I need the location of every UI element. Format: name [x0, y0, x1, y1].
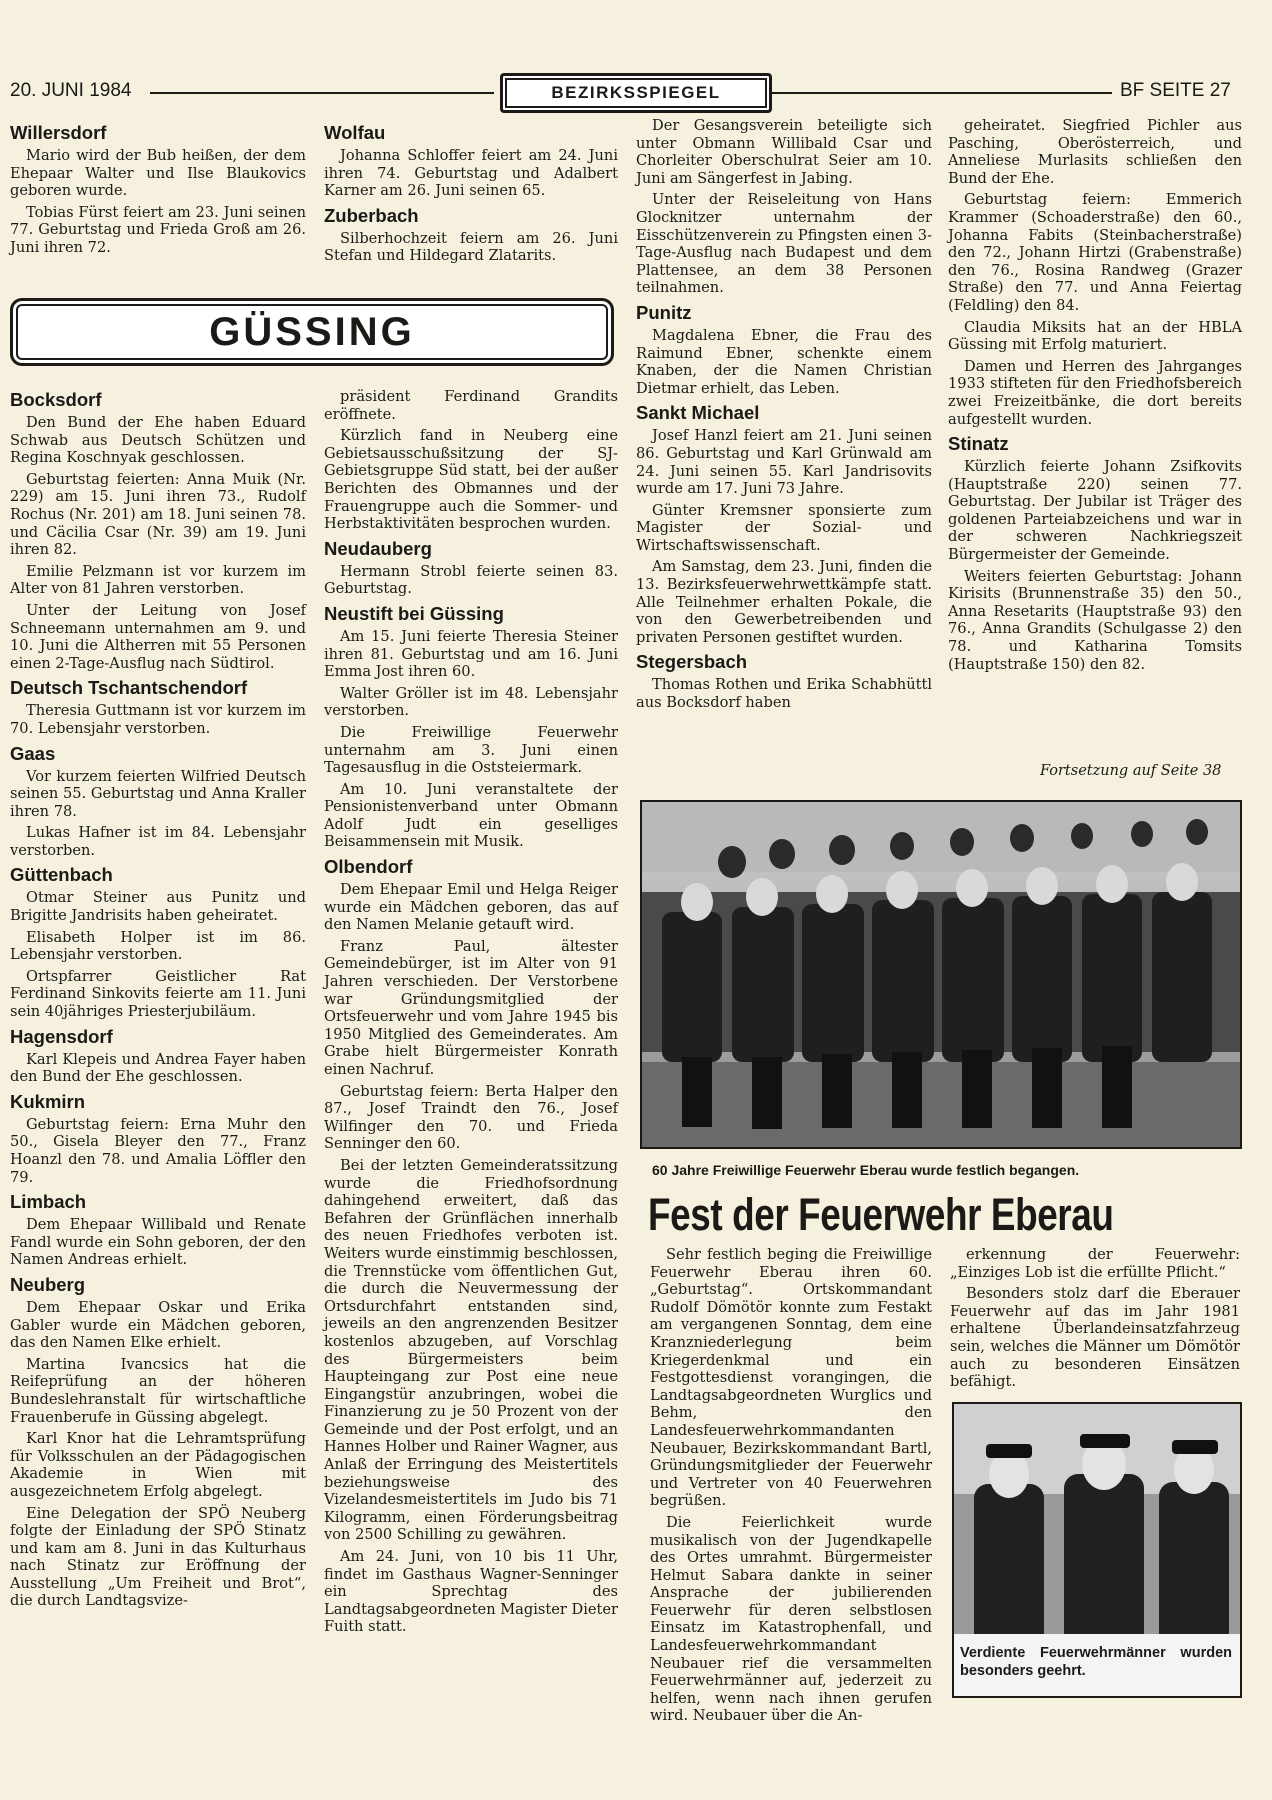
article-column-left [650, 1246, 932, 1729]
photo2-caption: Verdiente Feuerwehrmänner wurden besonders geehrt. [960, 1645, 1232, 1679]
news-paragraph: Kürzlich feierte Johann Zsifkovits (Hauptstraße 220) seinen 77. Geburtstag. Der Jubilar ist Träger des goldenen Parteiabzeichens und war in der schweren Nachkriegszeit Bürgermeister der Gemeinde. [948, 458, 1242, 564]
town-heading: Deutsch Tschantschendorf [10, 677, 248, 699]
news-paragraph: Martina Ivancsics hat die Reifeprüfung an der höheren Bundeslehranstalt für wirtschaftliche Frauenberufe in Güssing abgelegt. [10, 1355, 306, 1426]
town-heading: Gaas [10, 742, 56, 764]
news-paragraph: Damen und Herren des Jahrganges 1933 stifteten für den Friedhofsbereich zwei Freizeitbänke, die dort bereits aufgestellt wurden. [948, 357, 1242, 428]
article-headline: Fest der Feuerwehr Eberau [648, 1189, 1114, 1240]
article-paragraph: erkennung der Feuerwehr: „Einziges Lob ist die erfüllte Pflicht.“ [950, 1246, 1240, 1281]
news-paragraph: Weiters feierten Geburtstag: Johann Kirisits (Brunnenstraße 35) den 50., Anna Resetarits (Hauptstraße 93) den 76., Anna Grandits (Schulgasse 2) den 78. und Katharina Tomsits (Hauptstraße 150) den 82. [948, 567, 1242, 673]
ceremony-photo-image [642, 802, 1240, 1147]
news-paragraph: Geburtstag feiern: Berta Halper den 87., Josef Traindt den 76., Josef Wilfinger den 70. und Frieda Senninger den 60. [324, 1082, 618, 1153]
top-column-2 [324, 117, 618, 269]
news-paragraph: Den Bund der Ehe haben Eduard Schwab aus Deutsch Schützen und Regina Koschnyak geschlossen. [10, 414, 306, 467]
news-paragraph: Franz Paul, ältester Gemeindebürger, ist im Alter von 91 Jahren verschieden. Der Verstorbene war Gründungsmitglied der Ortsfeuerwehr und vom Jahre 1945 bis 1950 Mitglied des Gemeinderates. Am Grabe hielt Bürgermeister Konrath einen Nachruf. [324, 937, 618, 1078]
news-paragraph: Dem Ehepaar Oskar und Erika Gabler wurde ein Mädchen geboren, das den Namen Elke erhielt. [10, 1298, 306, 1352]
continuation-note: Fortsetzung auf Seite 38 [1040, 763, 1222, 779]
news-paragraph: Günter Kremsner sponsierte zum Magister der Sozial- und Wirtschaftswissenschaft. [636, 501, 932, 554]
news-paragraph: Hermann Strobl feierte seinen 83. Geburtstag. [324, 562, 618, 598]
news-paragraph: Lukas Hafner ist im 84. Lebensjahr verstorben. [10, 824, 306, 859]
ceremony-photo [640, 800, 1242, 1149]
news-paragraph: Dem Ehepaar Emil und Helga Reiger wurde ein Mädchen geboren, das auf den Namen Melanie getauft wird. [324, 881, 618, 934]
town-heading: Punitz [636, 301, 692, 323]
news-paragraph: Magdalena Ebner, die Frau des Raimund Ebner, schenkte einem Knaben, der die Namen Christian Dietmar erhielt, das Leben. [636, 326, 932, 397]
news-paragraph: Johanna Schloffer feiert am 24. Juni ihren 74. Geburtstag und Adalbert Karner am 26. Juni seinen 65. [324, 147, 618, 200]
news-paragraph: Elisabeth Holper ist im 86. Lebensjahr verstorben. [10, 928, 306, 964]
news-paragraph: Geburtstag feierten: Anna Muik (Nr. 229) am 15. Juni ihren 73., Rudolf Rochus (Nr. 201) am 18. Juni seinen 78. und Cäcilia Csar (Nr. 39) am 19. Juni ihren 82. [10, 470, 306, 559]
column-3 [636, 117, 932, 716]
section-label-text: BEZIRKSSPIEGEL [551, 83, 721, 102]
news-paragraph: Theresia Guttmann ist vor kurzem im 70. Lebensjahr verstorben. [10, 702, 306, 737]
news-paragraph: Karl Knor hat die Lehramtsprüfung für Volksschulen an der Pädagogischen Akademie in Wien mit ausgezeichnetem Erfolg abgelegt. [10, 1430, 306, 1500]
column-1 [10, 384, 306, 1614]
news-paragraph: Josef Hanzl feiert am 21. Juni seinen 86. Geburtstag und Karl Grünwald am 24. Juni seinen 55. Karl Jandrisovits wurde am 17. Juni 73 Jahre. [636, 427, 932, 498]
article-paragraph: Die Feierlichkeit wurde musikalisch von der Jugendkapelle des Ortes umrahmt. Bürgermeister Helmut Sabara dankte in seiner Ansprache der jubilierenden Feuerwehr für deren selbstlosen Einsatz im Katastrophenfall, und Landesfeuerwehrkommandant Neubauer rief die versammelten Feuerwehrmänner auf, jederzeit zu helfen, wenn nach ihnen gerufen wird. Neubauer über die An- [650, 1513, 932, 1725]
top-column-1 [10, 117, 306, 261]
article-paragraph: Sehr festlich beging die Freiwillige Feuerwehr Eberau ihren 60. „Geburtstag“. Ortskommandant Rudolf Dömötör konnte zum Festakt am vergangenen Sonntag, dem eine Kranzniederlegung beim Kriegerdenkmal und ein Festgottesdienst vorangingen, die Landtagsabgeordneten Wurglics und Behm, den Landesfeuerwehrkommandanten Neubauer, Bezirkskommandant Bartl, Gründungsmitglieder der Feuerwehr und Vertreter von 40 Feuerwehren begrüßen. [650, 1246, 932, 1510]
news-paragraph: präsident Ferdinand Grandits eröffnete. [324, 388, 618, 423]
news-paragraph: geheiratet. Siegfried Pichler aus Pasching, Oberösterreich, und Anneliese Murlasits schließen den Bund der Ehe. [948, 117, 1242, 187]
town-heading: Neustift bei Güssing [324, 602, 504, 624]
news-paragraph: Mario wird der Bub heißen, der dem Ehepaar Walter und Ilse Blaukovics geboren wurde. [10, 147, 306, 200]
town-heading: Wolfau [324, 122, 386, 143]
column-4 [948, 117, 1242, 677]
town-heading: Hagensdorf [10, 1025, 113, 1047]
news-paragraph: Am Samstag, dem 23. Juni, finden die 13. Bezirksfeuerwehrwettkämpfe statt. Alle Teilnehmer erhalten Pokale, die von den Gewerbetreibenden und privaten Personen gestiftet wurden. [636, 558, 932, 646]
news-paragraph: Vor kurzem feierten Wilfried Deutsch seinen 55. Geburtstag und Anna Kraller ihren 78. [10, 767, 306, 820]
article-paragraph: Besonders stolz darf die Eberauer Feuerwehr auf das im Jahr 1981 erhaltene Überlandeinsatzfahrzeug sein, welches die Männer um Dömötör auch zu besonderen Einsätzen befähigt. [950, 1285, 1240, 1391]
news-paragraph: Am 24. Juni, von 10 bis 11 Uhr, findet im Gasthaus Wagner-Senninger ein Sprechtag des Landtagsabgeordneten Magister Dieter Fuith statt. [324, 1548, 618, 1636]
news-paragraph: Am 15. Juni feierte Theresia Steiner ihren 81. Geburtstag und am 16. Juni Emma Jost ihren 60. [324, 627, 618, 681]
news-paragraph: Unter der Reiseleitung von Hans Glocknitzer unternahm der Eisschützenverein zu Pfingsten einen 3-Tage-Ausflug nach Budapest und dem Plattensee, an dem 38 Personen teilnahmen. [636, 191, 932, 297]
news-paragraph: Otmar Steiner aus Punitz und Brigitte Jandrisits haben geheiratet. [10, 889, 306, 925]
news-paragraph: Thomas Rothen und Erika Schabhüttl aus Bocksdorf haben [636, 676, 932, 712]
news-paragraph: Geburtstag feiern: Emmerich Krammer (Schoaderstraße) den 60., Johanna Fabits (Steinbacherstraße) den 72., Johann Hirtzi (Grabenstraße) den 76., Rosina Randweg (Grazer Straße) den 77. und Anna Feiertag (Feldling) den 84. [948, 191, 1242, 314]
town-heading: Bocksdorf [10, 389, 102, 410]
region-banner-text: GÜSSING [209, 310, 415, 354]
news-paragraph: Bei der letzten Gemeinderatssitzung wurde die Friedhofsordnung dahingehend erweitert, daß das Befahren der Grünflächen innerhalb des neuen Friedhofes verboten ist. Weiters wurde einstimmig beschlossen, die Trennstücke vom öffentlichen Gut, die durch die Neuvermessung der Ortsdurchfahrt entstanden sind, jeweils an den angrenzenden Besitzer kostenlos abzugeben, auf Vorschlag des Bürgermeisters beim Haupteingang zur Post eine neue Eingangstür anzubringen, wobei die Finanzierung zu je 50 Prozent von der Gemeinde und der Post erfolgt, und an Hannes Holber und Rainer Wagner, aus Anlaß der Erringung des Meistertitels beziehungsweise des Vizelandesmeistertitels im Judo bis 71 Kilogramm, einen Förderungsbeitrag von 2500 Schilling zu gewähren. [324, 1156, 618, 1544]
town-heading: Stegersbach [636, 651, 748, 673]
news-paragraph: Karl Klepeis und Andrea Fayer haben den Bund der Ehe geschlossen. [10, 1050, 306, 1086]
article-column-right [950, 1246, 1240, 1395]
news-paragraph: Kürzlich fand in Neuberg eine Gebietsausschußsitzung der SJ-Gebietsgruppe Süd statt, bei der außer Berichten des Obmannes und der Frauengruppe auch die Sommer- und Herbstaktivitäten besprochen wurden. [324, 427, 618, 533]
town-heading: Limbach [10, 1191, 87, 1213]
news-paragraph: Ortspfarrer Geistlicher Rat Ferdinand Sinkovits feierte am 11. Juni sein 40jähriges Priesterjubiläum. [10, 967, 306, 1021]
news-paragraph: Eine Delegation der SPÖ Neuberg folgte der Einladung der SPÖ Stinatz und kam am 8. Juni in das Kulturhaus nach Stinatz zur Eröffnung der Ausstellung „Um Freiheit und Brot“, die durch Landtagsvize- [10, 1504, 306, 1610]
section-label [500, 73, 772, 113]
region-banner [10, 298, 614, 366]
news-paragraph: Silberhochzeit feiern am 26. Juni Stefan und Hildegard Zlatarits. [324, 229, 618, 265]
town-heading: Sankt Michael [636, 402, 760, 424]
news-paragraph: Emilie Pelzmann ist vor kurzem im Alter von 81 Jahren verstorben. [10, 562, 306, 598]
news-paragraph: Der Gesangsverein beteiligte sich unter Obmann Willibald Csar und Chorleiter Oberschulrat Seier am 10. Juni am Sängerfest in Jabing. [636, 117, 932, 187]
photo1-caption: 60 Jahre Freiwillige Feuerwehr Eberau wurde festlich begangen. [652, 1162, 1080, 1178]
news-paragraph: Claudia Miksits hat an der HBLA Güssing mit Erfolg maturiert. [948, 318, 1242, 354]
town-heading: Willersdorf [10, 122, 107, 143]
town-heading: Güttenbach [10, 864, 113, 886]
issue-date: 20. JUNI 1984 [10, 80, 132, 101]
page-number: BF SEITE 27 [1120, 80, 1231, 101]
town-heading: Stinatz [948, 433, 1009, 455]
header-rule-right [772, 92, 1112, 94]
news-paragraph: Walter Gröller ist im 48. Lebensjahr verstorben. [324, 684, 618, 720]
news-paragraph: Am 10. Juni veranstaltete der Pensionistenverband unter Obmann Adolf Judt ein geselliges Beisammensein mit Musik. [324, 780, 618, 851]
news-paragraph: Die Freiwillige Feuerwehr unternahm am 3. Juni einen Tagesausflug in die Oststeiermark. [324, 723, 618, 777]
town-heading: Zuberbach [324, 204, 419, 226]
news-paragraph: Tobias Fürst feiert am 23. Juni seinen 77. Geburtstag und Frieda Groß am 26. Juni ihren 72. [10, 203, 306, 256]
column-2 [324, 388, 618, 1640]
town-heading: Neuberg [10, 1273, 86, 1295]
news-paragraph: Unter der Leitung von Josef Schneemann unternahmen am 9. und 10. Juni die Altherren mit 55 Personen einen 2-Tage-Ausflug nach Südtirol. [10, 601, 306, 672]
town-heading: Neudauberg [324, 537, 432, 559]
header-rule-left [150, 92, 494, 94]
town-heading: Olbendorf [324, 856, 413, 878]
honor-photo [952, 1402, 1242, 1698]
news-paragraph: Geburtstag feiern: Erna Muhr den 50., Gisela Bleyer den 77., Franz Hoanzl den 78. und Amalia Löffler den 79. [10, 1115, 306, 1186]
town-heading: Kukmirn [10, 1090, 86, 1112]
news-paragraph: Dem Ehepaar Willibald und Renate Fandl wurde ein Sohn geboren, der den Namen Andreas erhielt. [10, 1216, 306, 1269]
